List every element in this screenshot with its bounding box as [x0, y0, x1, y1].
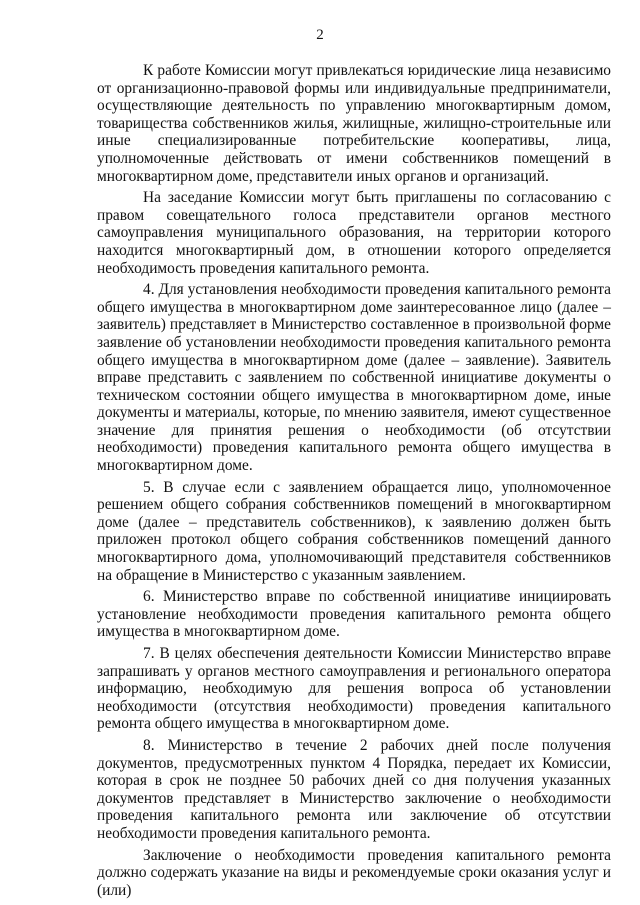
paragraph-clause-6: 6. Министерство вправе по собственной инициативе инициировать установление необходимости проведения капитального ремонта общего имущества в многоквартирном доме.: [97, 588, 611, 641]
paragraph-commission-meeting: На заседание Комиссии могут быть приглашены по согласованию с правом совещательного голоса представители органов местного самоуправления муниципального образования, на территории которого находится многоквартирный дом, в отношении которого определяется необходимость проведения капитального ремонта.: [97, 189, 611, 277]
paragraph-clause-8: 8. Министерство в течение 2 рабочих дней после получения документов, предусмотренных пунктом 4 Порядка, передает их Комиссии, которая в срок не позднее 50 рабочих дней со дня получения указанных документов представляет в Министерство заключение о необходимости проведения капитального ремонта или заключение об отсутствии необходимости проведения капитального ремонта.: [97, 736, 611, 842]
paragraph-clause-5: 5. В случае если с заявлением обращается лицо, уполномоченное решением общего собрания собственников помещений в многоквартирном доме (далее – представитель собственников), к заявлению должен быть приложен протокол общего собрания собственников помещений данного многоквартирного дома, уполномочивающий представителя собственников на обращение в Министерство с указанным заявлением.: [97, 478, 611, 584]
document-body: [97, 62, 611, 903]
page-number: 2: [316, 27, 324, 43]
paragraph-clause-4: 4. Для установления необходимости проведения капитального ремонта общего имущества в многоквартирном доме заинтересованное лицо (далее – заявитель) представляет в Министерство составленное в произвольной форме заявление об установлении необходимости проведения капитального ремонта общего имущества в многоквартирном доме (далее – заявление). Заявитель вправе представить с заявлением по собственной инициативе документы о техническом состоянии общего имущества в многоквартирном доме, иные документы и материалы, которые, по мнению заявителя, имеют существенное значение для принятия решения о необходимости (об отсутствии необходимости) проведения капитального ремонта общего имущества в многоквартирном доме.: [97, 281, 612, 475]
paragraph-commission-involvement: К работе Комиссии могут привлекаться юридические лица независимо от организационно-правовой формы или индивидуальные предприниматели, осуществляющие деятельность по управлению многоквартирным домом, товарищества собственников жилья, жилищные, жилищно-строительные или иные специализированные потребительские кооперативы, лица, уполномоченные действовать от имени собственников помещений в многоквартирном доме, представители иных органов и организаций.: [97, 62, 611, 185]
paragraph-clause-7: 7. В целях обеспечения деятельности Комиссии Министерство вправе запрашивать у органов местного самоуправления и регионального оператора информацию, необходимую для решения вопроса об установлении необходимости (отсутствия необходимости) проведения капитального ремонта общего имущества в многоквартирном доме.: [97, 645, 611, 733]
paragraph-conclusion: Заключение о необходимости проведения капитального ремонта должно содержать указание на виды и рекомендуемые сроки оказания услуг и (или): [97, 846, 611, 899]
